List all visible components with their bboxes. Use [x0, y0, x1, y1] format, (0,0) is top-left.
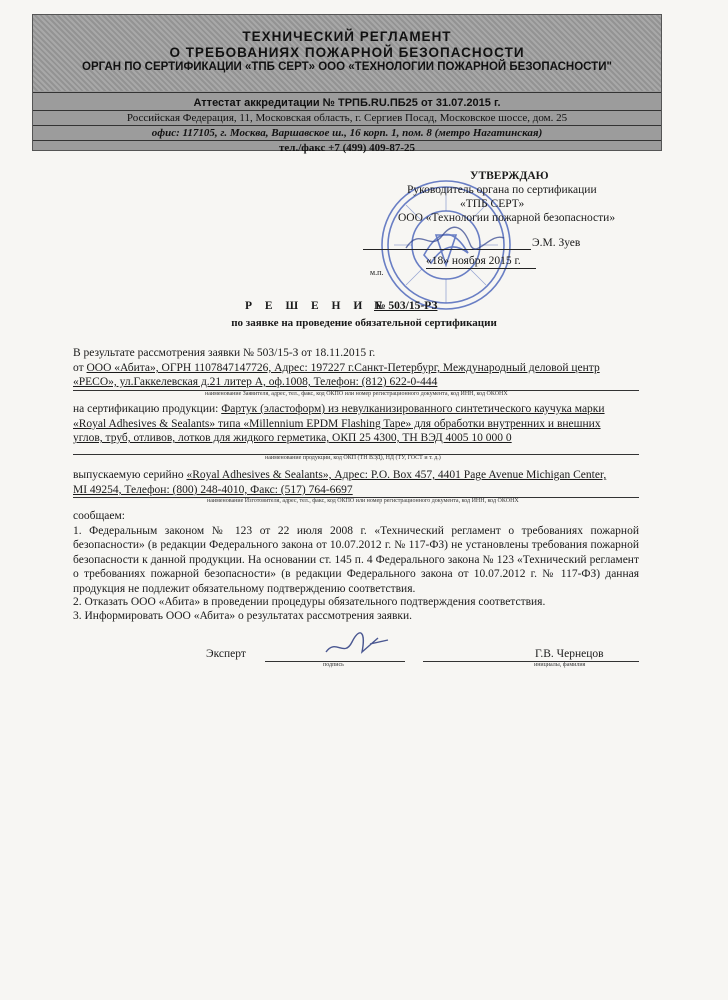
expert-signature	[322, 630, 392, 664]
product-line-3: углов, труб, отливов, лотков для жидкого герметика, ОКП 25 4300, ТН ВЭД 4005 10 000 0	[73, 432, 512, 444]
applicant-name-address: ООО «Абита», ОГРН 1107847147726, Адрес: 197227 г.Санкт-Петербург, Международный деловой центр	[86, 362, 600, 374]
approval-date: «18» ноября 2015 г.	[426, 255, 521, 267]
product-line-1	[73, 403, 605, 415]
letterhead	[32, 14, 662, 154]
letterhead-divider	[33, 140, 661, 141]
stamp-place-label: м.п.	[370, 268, 384, 277]
approver-name: Э.М. Зуев	[532, 237, 581, 249]
manufacturer-line-2: MI 49254, Телефон: (800) 248-4010, Факс: (517) 764-6697	[73, 484, 353, 496]
finding-2: 2. Отказать ООО «Абита» в проведении процедуры обязательного подтверждения соответствия.	[73, 596, 546, 608]
address-line: Российская Федерация, 11, Московская область, г. Сергиев Посад, Московское шоссе, дом. 25	[126, 112, 568, 124]
expert-name-line	[423, 661, 639, 662]
letterhead-divider	[33, 110, 661, 111]
product-name: Фартук (эластоформ) из невулканизированного синтетического каучука марки	[221, 403, 605, 415]
letterhead-title-1: ТЕХНИЧЕСКИЙ РЕГЛАМЕНТ	[242, 29, 452, 44]
applicant-line-1	[73, 362, 600, 374]
expert-signature-caption: подпись	[323, 662, 344, 668]
application-reference: В результате рассмотрения заявки № 503/15-З от 18.11.2015 г.	[73, 347, 376, 359]
expert-name-caption: инициалы, фамилия	[534, 662, 586, 668]
product-type: «Millennium EPDM Flashing Tape»	[243, 418, 412, 430]
approval-date-line	[426, 268, 536, 269]
product-prefix: на сертификацию продукции:	[73, 403, 222, 415]
approval-signature	[400, 222, 510, 256]
letterhead-title-2: О ТРЕБОВАНИЯХ ПОЖАРНОЙ БЕЗОПАСНОСТИ	[169, 45, 525, 60]
product-purpose: для обработки внутренних и внешних	[411, 418, 601, 430]
phone-line: тел./факс +7 (499) 409-87-25	[279, 142, 415, 154]
office-line: офис: 117105, г. Москва, Варшавское ш., 16 корп. 1, пом. 8 (метро Нагатинская)	[151, 127, 543, 139]
letterhead-divider	[33, 125, 661, 126]
decision-number: № 503/15-РЗ	[374, 300, 438, 312]
manufacturer-line-1	[73, 469, 606, 481]
reports-label: сообщаем:	[73, 510, 125, 522]
expert-label: Эксперт	[206, 648, 246, 660]
letterhead-title-3: ОРГАН ПО СЕРТИФИКАЦИИ «ТПБ СЕРТ» ООО «ТЕХНОЛОГИИ ПОЖАРНОЙ БЕЗОПАСНОСТИ"	[82, 61, 612, 73]
applicant-prefix: от	[73, 362, 87, 374]
product-type-prefix: типа	[215, 418, 244, 430]
finding-1: 1. Федеральным законом № 123 от 22 июля 2008 г. «Технический регламент о требованиях пожарной безопасности» (в редакции Федерального закона от 10.07.2012 г. № 117-ФЗ) не установлены требования пожарной безопасности к данной продукции. На основании ст. 145 п. 4 Федерального закона № 123 «Технический регламент о требованиях пожарной безопасности» (в редакции Федерального закона от 10.07.2012 г. № 117-ФЗ) данная продукция не подлежит обязательному подтверждению соответствия.	[73, 525, 639, 595]
approval-company: ООО «Технологии пожарной безопасности»	[398, 212, 616, 224]
applicant-caption: наименование Заявителя, адрес, тел., факс, код ОКПО или номер регистрационного документа, код ИНН, код ОКОНХ	[205, 391, 508, 397]
decision-title: Р Е Ш Е Н И Е	[245, 300, 388, 312]
manufacturer-caption: наименование Изготовителя, адрес, тел., факс, код ОКПО или номер регистрационного документа, код ИНН, код ОКОНХ	[207, 498, 519, 504]
product-caption: наименование продукции, код ОКП (ТН ВЭД), НД (ТУ, ГОСТ и т. д.)	[265, 455, 441, 461]
letterhead-divider	[33, 92, 661, 93]
finding-3: 3. Информировать ООО «Абита» о результатах рассмотрения заявки.	[73, 610, 413, 622]
manufacturer-name-address: «Royal Adhesives & Sealants», Адрес: P.O. Box 457, 4401 Page Avenue Michigan Center,	[186, 469, 607, 481]
approval-title: УТВЕРЖДАЮ	[470, 170, 549, 182]
product-brand: «Royal Adhesives & Sealants»	[73, 418, 216, 430]
decision-subtitle: по заявке на проведение обязательной сертификации	[231, 317, 497, 329]
approval-body-name: «ТПБ СЕРТ»	[460, 198, 525, 210]
approval-position: Руководитель органа по сертификации	[407, 184, 597, 196]
product-line-2	[73, 418, 601, 430]
manufacturer-prefix: выпускаемую серийно	[73, 469, 187, 481]
accreditation-line: Аттестат аккредитации № ТРПБ.RU.ПБ25 от 31.07.2015 г.	[193, 97, 501, 109]
expert-name: Г.В. Чернецов	[535, 648, 604, 660]
applicant-line-2: «РЕСО», ул.Гаккелевская д.21 литер А, оф.1008, Телефон: (812) 622-0-444	[73, 376, 438, 388]
